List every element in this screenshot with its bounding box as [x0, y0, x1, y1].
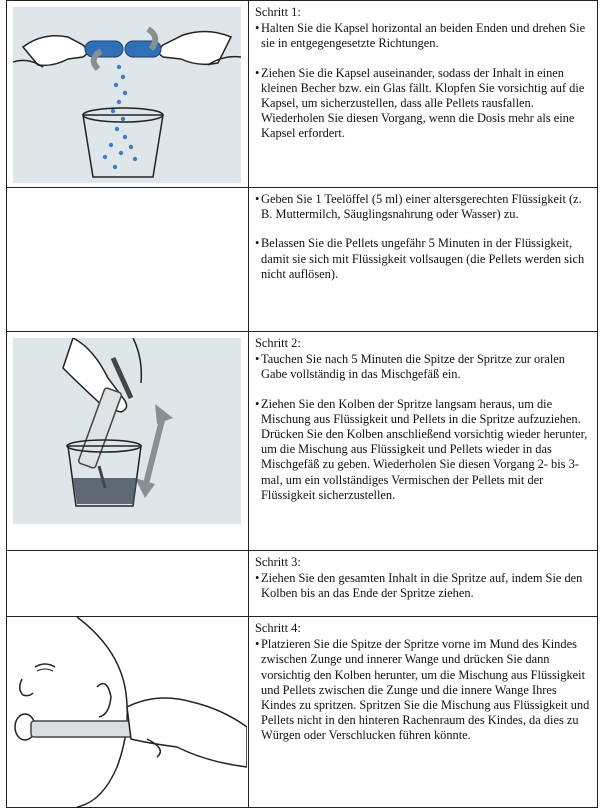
list-item: • Tauchen Sie nach 5 Minuten die Spitze der Spritze zur oralen Gabe vollständig in das Mischgefäß ein. [255, 352, 565, 382]
table-row [6, 331, 598, 551]
text-cell [249, 1, 597, 187]
list-item: • Ziehen Sie den gesamten Inhalt in die Spritze auf, indem Sie den Kolben bis an das Ende der Spritze ziehen. [255, 571, 583, 601]
list-item: • Halten Sie die Kapsel horizontal an beiden Enden und drehen Sie sie in entgegengesetzte Richtungen. [255, 21, 586, 51]
text-cell [249, 332, 597, 550]
step-label: Schritt 2: [255, 336, 301, 350]
step-label: Schritt 4: [255, 621, 301, 635]
step-label: Schritt 3: [255, 555, 301, 569]
table-row [6, 616, 598, 808]
text-cell [249, 617, 597, 807]
step-label: Schritt 1: [255, 5, 301, 19]
table-row [6, 187, 598, 332]
image-cell [7, 188, 249, 331]
text-cell [249, 188, 597, 331]
capsule-opening-illustration [13, 7, 241, 183]
list-item: • Ziehen Sie den Kolben der Spritze langsam heraus, um die Mischung aus Flüssigkeit und Pellets in die Spritze aufzuziehen. Drücken Sie den Kolben anschließend vorsichtig wieder herunter, um die Mischung aus Flüssigkeit und Pellets wieder in das Mischgefäß zu geben. Wiederholen Sie diesen Vorgang 2- bis 3-mal, um ein vollständiges Vermischen der Pellets mit der Flüssigkeit sicherzustellen. [255, 396, 588, 502]
syringe-mixing-illustration [13, 338, 241, 524]
list-item: • Platzieren Sie die Spitze der Spritze vorne im Mund des Kindes zwischen Zunge und innerer Wange und drücken Sie dann vorsichtig den Kolben herunter, um die Mischung aus Flüssigkeit und Pellets zwischen die Zunge und die innere Wange Ihres Kindes zu spritzen. Spritzen Sie die Mischung aus Flüssigkeit und Pellets nicht in den hinteren Rachenraum des Kindes, da dies zu Würgen oder Verschlucken führen könnte. [255, 637, 590, 743]
image-cell [7, 551, 249, 616]
list-item: • Ziehen Sie die Kapsel auseinander, sodass der Inhalt in einen kleinen Becher bzw. ein Glas fällt. Klopfen Sie vorsichtig auf die Kapsel, um sicherzustellen, dass alle Pellets rausfallen. Wiederholen Sie diesen Vorgang, wenn die Dosis mehr als eine Kapsel erfordert. [255, 65, 585, 141]
image-cell [7, 1, 249, 187]
text-cell [249, 551, 597, 616]
table-row [6, 0, 598, 188]
image-cell [7, 617, 249, 807]
list-item: • Geben Sie 1 Teelöffel (5 ml) einer altersgerechten Flüssigkeit (z. B. Muttermilch, Säuglingsnahrung oder Wasser) zu. [255, 192, 582, 222]
image-cell [7, 332, 249, 550]
list-item: • Belassen Sie die Pellets ungefähr 5 Minuten in der Flüssigkeit, damit sie sich mit Flüssigkeit vollsaugen (die Pellets werden sich nicht auflösen). [255, 236, 585, 281]
child-dosing-illustration [7, 617, 247, 807]
table-row [6, 550, 598, 617]
